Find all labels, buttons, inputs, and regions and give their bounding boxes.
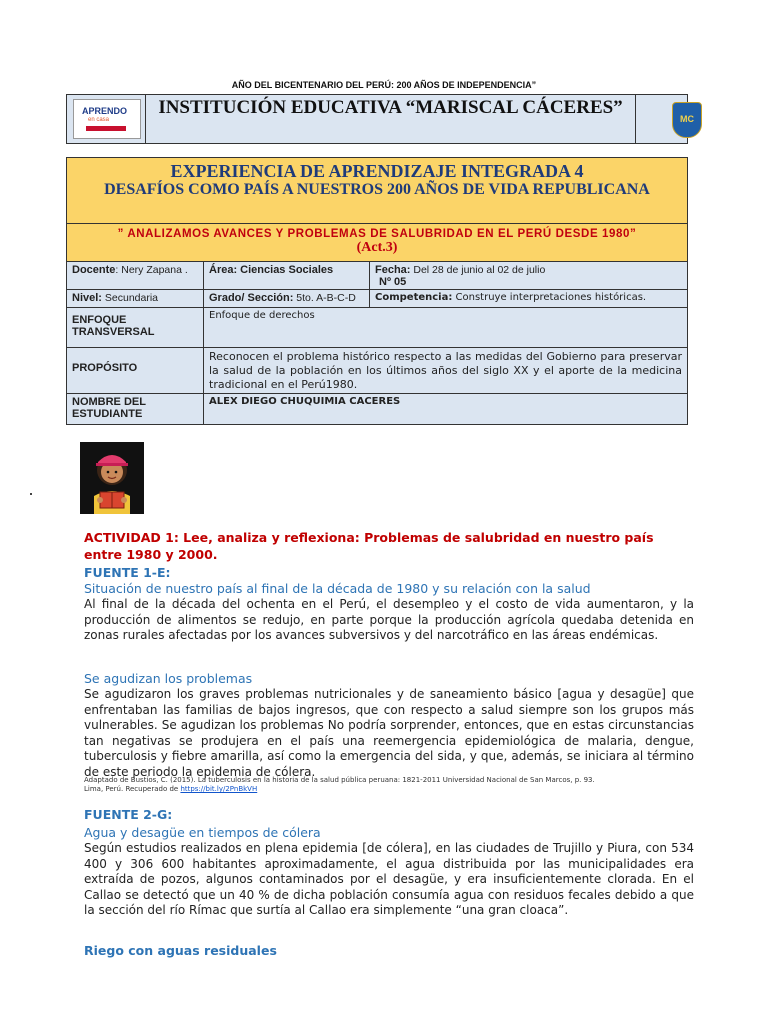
- nivel-value: Secundaria: [101, 292, 159, 304]
- student-reading-avatar: [80, 442, 144, 514]
- institution-name: INSTITUCIÓN EDUCATIVA “MARISCAL CÁCERES”: [146, 95, 636, 143]
- nombre-value: ALEX DIEGO CHUQUIMIA CACERES: [203, 394, 687, 424]
- docente-label: Docente: [72, 264, 116, 276]
- grado-label: Grado/ Sección:: [209, 292, 294, 304]
- fuente1-subtitle2: Se agudizan los problemas: [84, 671, 253, 686]
- stray-dot: [30, 493, 32, 495]
- nombre-row: [67, 394, 687, 424]
- nombre-label: NOMBRE DEL ESTUDIANTE: [72, 396, 146, 420]
- fuente1-heading: FUENTE 1-E:: [84, 565, 171, 580]
- crest-text: MC: [680, 114, 694, 124]
- grado-value: 5to. A-B-C-D: [293, 292, 356, 304]
- actividad-heading: ACTIVIDAD 1: Lee, analiza y reflexiona: Problemas de salubridad en nuestro país entre 1980 y 2000.: [84, 530, 654, 562]
- fuente1-paragraph1: Al final de la década del ochenta en el Perú, el desempleo y el costo de vida aumentaron, y la producción de alimentos se redujo, en parte porque la producción agrícola quedaba detenida en zonas rurales afectadas por los avances subversivos y del narcotráfico en las áreas endémicas.: [84, 597, 694, 642]
- nivel-row: [67, 290, 687, 308]
- info-table: [66, 157, 688, 425]
- fecha-label: Fecha:: [375, 264, 411, 276]
- reading-girl-icon: [80, 442, 144, 514]
- activity-title: ” ANALIZAMOS AVANCES Y PROBLEMAS DE SALUBRIDAD EN EL PERÚ DESDE 1980”: [117, 228, 637, 240]
- grado-cell: [203, 290, 369, 307]
- crest-cell: [637, 95, 694, 143]
- proposito-row: [67, 348, 687, 394]
- fuente2-paragraph1: Según estudios realizados en plena epidemia [de cólera], en las ciudades de Trujillo y Piura, con 534 400 y 306 600 habitantes aproximadamente, el agua distribuida por las municipalidades era extraída de pozos, algunos contaminados por el desagüe, y era insuficientemente clorada. En el Callao se detectó que un 40 % de dicha población consumía agua con residuos fecales debido a que la sección del río Rímac que surtía al Callao era simplemente “una gran cloaca”.: [84, 841, 694, 917]
- reference-text: Adaptado de Bustíos, C. (2015). La tuberculosis en la historia de la salud pública peruana: 1821-2011 Universidad Nacional de San Marcos, p. 93. Lima, Perú. Recuperado de: [84, 776, 595, 793]
- activity-code: (Act.3): [356, 240, 398, 255]
- proposito-value: Reconocen el problema histórico respecto a las medidas del Gobierno para preservar la salud de la población en los últimos años del siglo XX y el aporte de la medicina tradicional en el Perú1980.: [203, 348, 687, 393]
- fuente1-paragraph2: Se agudizaron los graves problemas nutricionales y de saneamiento básico [agua y desagüe] que enfrentaban las familias de bajos ingresos, que con respecto a salud siempre son los grupos más vulnerables. Se agudizan los problemas No podría sorprender, entonces, que en estas circunstancias tan negativas se produjera en el país una reemergencia epidemiológica de malaria, dengue, tuberculosis y fiebre amarilla, así como la emergencia del sida, y que, además, se iniciara al término de este periodo la epidemia de cólera.: [84, 687, 694, 779]
- nivel-cell: [67, 290, 203, 307]
- fecha-value: Del 28 de junio al 02 de julio: [410, 264, 546, 276]
- fuente1-subtitle: Situación de nuestro país al final de la década de 1980 y su relación con la salud: [84, 581, 591, 596]
- fuente2-heading: FUENTE 2-G:: [84, 807, 173, 822]
- logo-text: APRENDO: [82, 106, 128, 116]
- area-label: Área: Ciencias Sociales: [203, 262, 369, 289]
- fecha-cell: [369, 262, 687, 289]
- activity-title-row: [67, 224, 687, 262]
- experience-title: [67, 158, 687, 224]
- bicentenary-line: AÑO DEL BICENTENARIO DEL PERÚ: 200 AÑOS DE INDEPENDENCIA”: [231, 80, 537, 90]
- enfoque-label: ENFOQUE TRANSVERSAL: [72, 314, 155, 338]
- logo-subtext: en casa: [88, 117, 110, 123]
- docente-row: [67, 262, 687, 290]
- flag-icon: [86, 126, 126, 131]
- proposito-label: PROPÓSITO: [72, 362, 138, 374]
- numero-label: Nº 05: [379, 276, 407, 288]
- docente-cell: [67, 262, 203, 289]
- competencia-value: Construye interpretaciones históricas.: [452, 292, 647, 303]
- fuente1-reference: [84, 776, 614, 794]
- fuente2-subtitle: Agua y desagüe en tiempos de cólera: [84, 825, 321, 840]
- fuente2-subtitle2: Riego con aguas residuales: [84, 943, 277, 958]
- enfoque-row: [67, 308, 687, 348]
- experience-title-line2: DESAFÍOS COMO PAÍS A NUESTROS 200 AÑOS DE VIDA REPUBLICANA: [104, 181, 650, 198]
- nivel-label: Nivel:: [72, 292, 102, 304]
- reference-link[interactable]: https://bit.ly/2PnBkVH: [180, 785, 258, 793]
- docente-value: : Nery Zapana .: [115, 264, 188, 276]
- competencia-cell: [369, 290, 687, 307]
- enfoque-value: Enfoque de derechos: [203, 308, 687, 347]
- institution-header: [66, 94, 694, 144]
- school-crest-icon: [672, 102, 702, 138]
- logo-cell: [67, 95, 146, 143]
- experience-title-line1: EXPERIENCIA DE APRENDIZAJE INTEGRADA 4: [170, 161, 584, 181]
- aprendo-en-casa-logo: [73, 99, 141, 139]
- competencia-label: Competencia:: [375, 292, 453, 303]
